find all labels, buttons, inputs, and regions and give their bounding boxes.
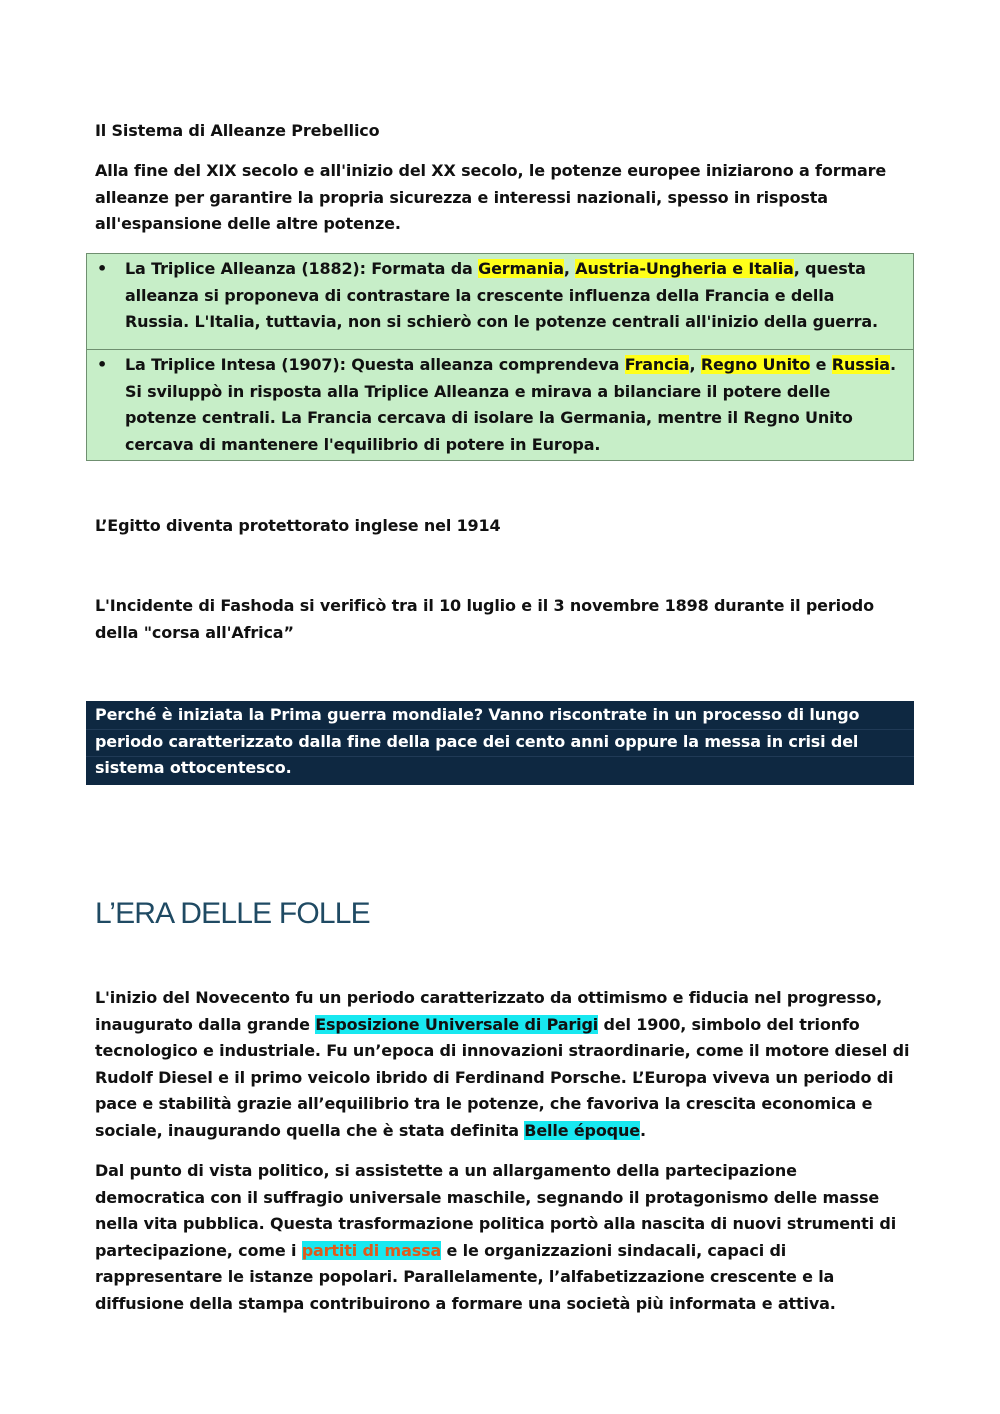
alliance-text: La Triplice Intesa (1907): Questa alleanza comprendeva Francia, Regno Unito e Russia. Si sviluppò in risposta alla Triplice Alleanza e mirava a bilanciare il potere delle potenze centrali. La Francia cercava di isolare la Germania, mentre il Regno Unito cercava di mantenere l'equilibrio di potere in Europa. xyxy=(125,355,896,454)
paragraph-politics: Dal punto di vista politico, si assistette a un allargamento della partecipazione democratica con il suffragio universale maschile, segnando il protagonismo delle masse nella vita pubblica. Questa trasformazione politica portò alla nascita di nuovi strumenti di partecipazione, come i partiti di massa e le organizzazioni sindacali, capaci di rappresentare le istanze popolari. Parallelamente, l’alfabetizzazione crescente e la diffusione della stampa contribuirono a formare una società più informata e attiva. xyxy=(95,1161,897,1313)
highlight-esposizione: Esposizione Universale di Parigi xyxy=(315,1014,599,1034)
question-box xyxy=(86,701,914,785)
highlight-francia: Francia xyxy=(624,355,690,374)
highlight-russia: Russia xyxy=(831,355,890,374)
highlight-austria-italia: Austria-Ungheria e Italia xyxy=(575,259,794,278)
paragraph-belle-epoque: L'inizio del Novecento fu un periodo caratterizzato da ottimismo e fiducia nel progresso, inaugurato dalla grande Esposizione Universale di Parigi del 1900, simbolo del trionfo tecnologico e industriale. Fu un’epoca di innovazioni straordinarie, come il motore diesel di Rudolf Diesel e il primo veicolo ibrido di Ferdinand Porsche. L’Europa viveva un periodo di pace e stabilità grazie all’equilibrio tra le potenze, che favoriva la crescita economica e sociale, inaugurando quella che è stata definita Belle époque. xyxy=(95,988,910,1140)
alliance-text: La Triplice Alleanza (1882): Formata da Germania, Austria-Ungheria e Italia, questa alleanza si proponeva di contrastare la crescente influenza della Francia e della Russia. L'Italia, tuttavia, non si schierò con le potenze centrali all'inizio della guerra. xyxy=(125,259,878,331)
highlight-regno-unito: Regno Unito xyxy=(700,355,811,374)
question-text: Perché è iniziata la Prima guerra mondiale? Vanno riscontrate in un processo di lungo periodo caratterizzato dalla fine della pace dei cento anni oppure la messa in crisi del sistema ottocentesco. xyxy=(95,705,860,777)
bullet-icon: • xyxy=(97,355,108,374)
intro-paragraph: Alla fine del XIX secolo e all'inizio del XX secolo, le potenze europee iniziarono a formare alleanze per garantire la propria sicurezza e interessi nazionali, spesso in risposta all'espansione delle altre potenze. xyxy=(95,161,887,233)
section-heading: L’ERA DELLE FOLLE xyxy=(95,897,370,930)
highlight-germania: Germania xyxy=(478,259,564,278)
row-divider xyxy=(87,349,913,350)
alliances-table xyxy=(86,253,914,461)
bullet-icon: • xyxy=(97,259,108,278)
fashoda-note: L'Incidente di Fashoda si verificò tra il 10 luglio e il 3 novembre 1898 durante il periodo della "corsa all'Africa” xyxy=(95,596,874,642)
highlight-partiti-di-massa: partiti di massa xyxy=(301,1240,442,1260)
section-title: Il Sistema di Alleanze Prebellico xyxy=(95,121,380,140)
egypt-note: L’Egitto diventa protettorato inglese nel 1914 xyxy=(95,516,501,535)
highlight-belle-epoque: Belle époque xyxy=(524,1120,640,1140)
